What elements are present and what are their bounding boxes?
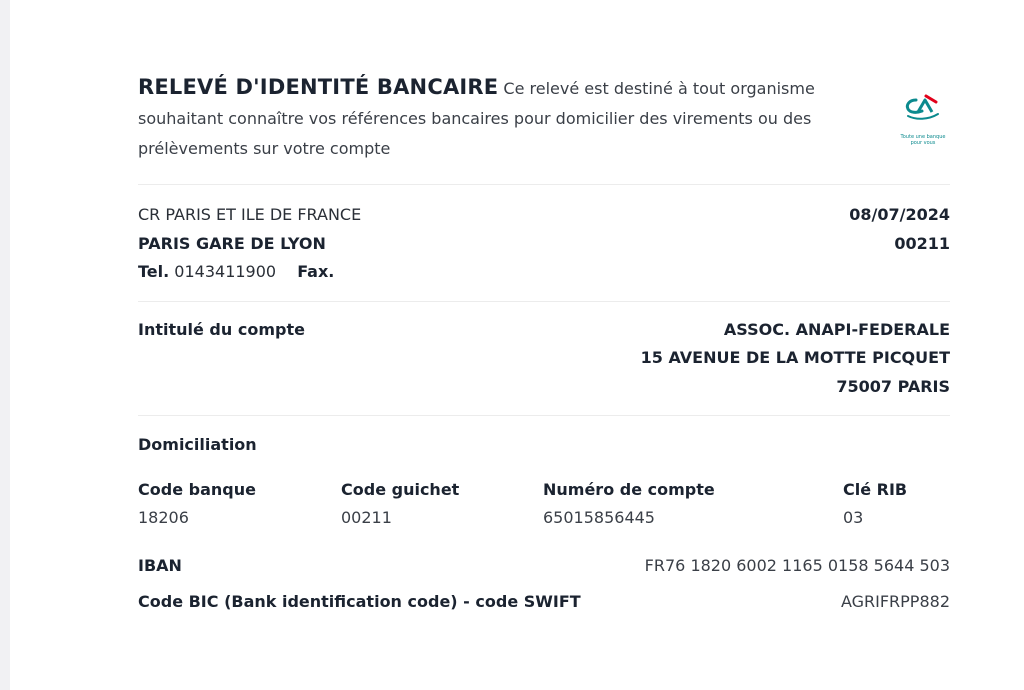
bic-label: Code BIC (Bank identification code) - code SWIFT [138, 592, 581, 611]
rib-content [138, 72, 950, 616]
agency-section [138, 185, 950, 301]
domiciliation-section [138, 416, 950, 616]
numero-compte-label: Numéro de compte [543, 480, 715, 499]
bic-row [138, 588, 950, 616]
credit-agricole-logo-icon [896, 94, 950, 124]
intro-section [138, 72, 950, 164]
tel-label: Tel. [138, 262, 170, 281]
domiciliation-label: Domiciliation [138, 435, 257, 454]
agency-name: CR PARIS ET ILE DE FRANCE [138, 205, 362, 224]
fax-label: Fax. [297, 262, 335, 281]
branch-code: 00211 [894, 233, 950, 253]
iban-label: IBAN [138, 556, 182, 575]
code-banque-value: 18206 [138, 508, 189, 527]
document-date: 08/07/2024 [849, 205, 950, 224]
code-guichet-value: 00211 [341, 508, 392, 527]
account-label: Intitulé du compte [138, 319, 305, 339]
account-address-line2: 75007 PARIS [836, 376, 950, 396]
account-address-line1: 15 AVENUE DE LA MOTTE PICQUET [640, 348, 950, 367]
logo-tagline: Toute une banque pour vous [900, 134, 946, 146]
code-banque-label: Code banque [138, 480, 256, 499]
rib-document [10, 0, 1024, 690]
numero-compte-value: 65015856445 [543, 508, 655, 527]
agency-branch: PARIS GARE DE LYON [138, 233, 326, 253]
bic-value: AGRIFRPP882 [840, 592, 950, 611]
account-section [138, 302, 950, 416]
iban-value: FR76 1820 6002 1165 0158 5644 503 [644, 556, 950, 575]
account-holder: ASSOC. ANAPI-FEDERALE [723, 319, 950, 339]
tel-value: 0143411900 [174, 262, 277, 281]
iban-row [138, 552, 950, 580]
cle-rib-value: 03 [843, 508, 864, 527]
cle-rib-label: Clé RIB [843, 480, 908, 499]
bank-logo [896, 94, 950, 146]
document-description: Ce relevé est destiné à tout organisme souhaitant connaître vos références bancaires pour domicilier des virements ou des prélèvements sur votre compte [138, 79, 815, 158]
document-title: RELEVÉ D'IDENTITÉ BANCAIRE [138, 75, 499, 99]
code-guichet-label: Code guichet [341, 480, 460, 499]
bank-codes [138, 476, 950, 532]
